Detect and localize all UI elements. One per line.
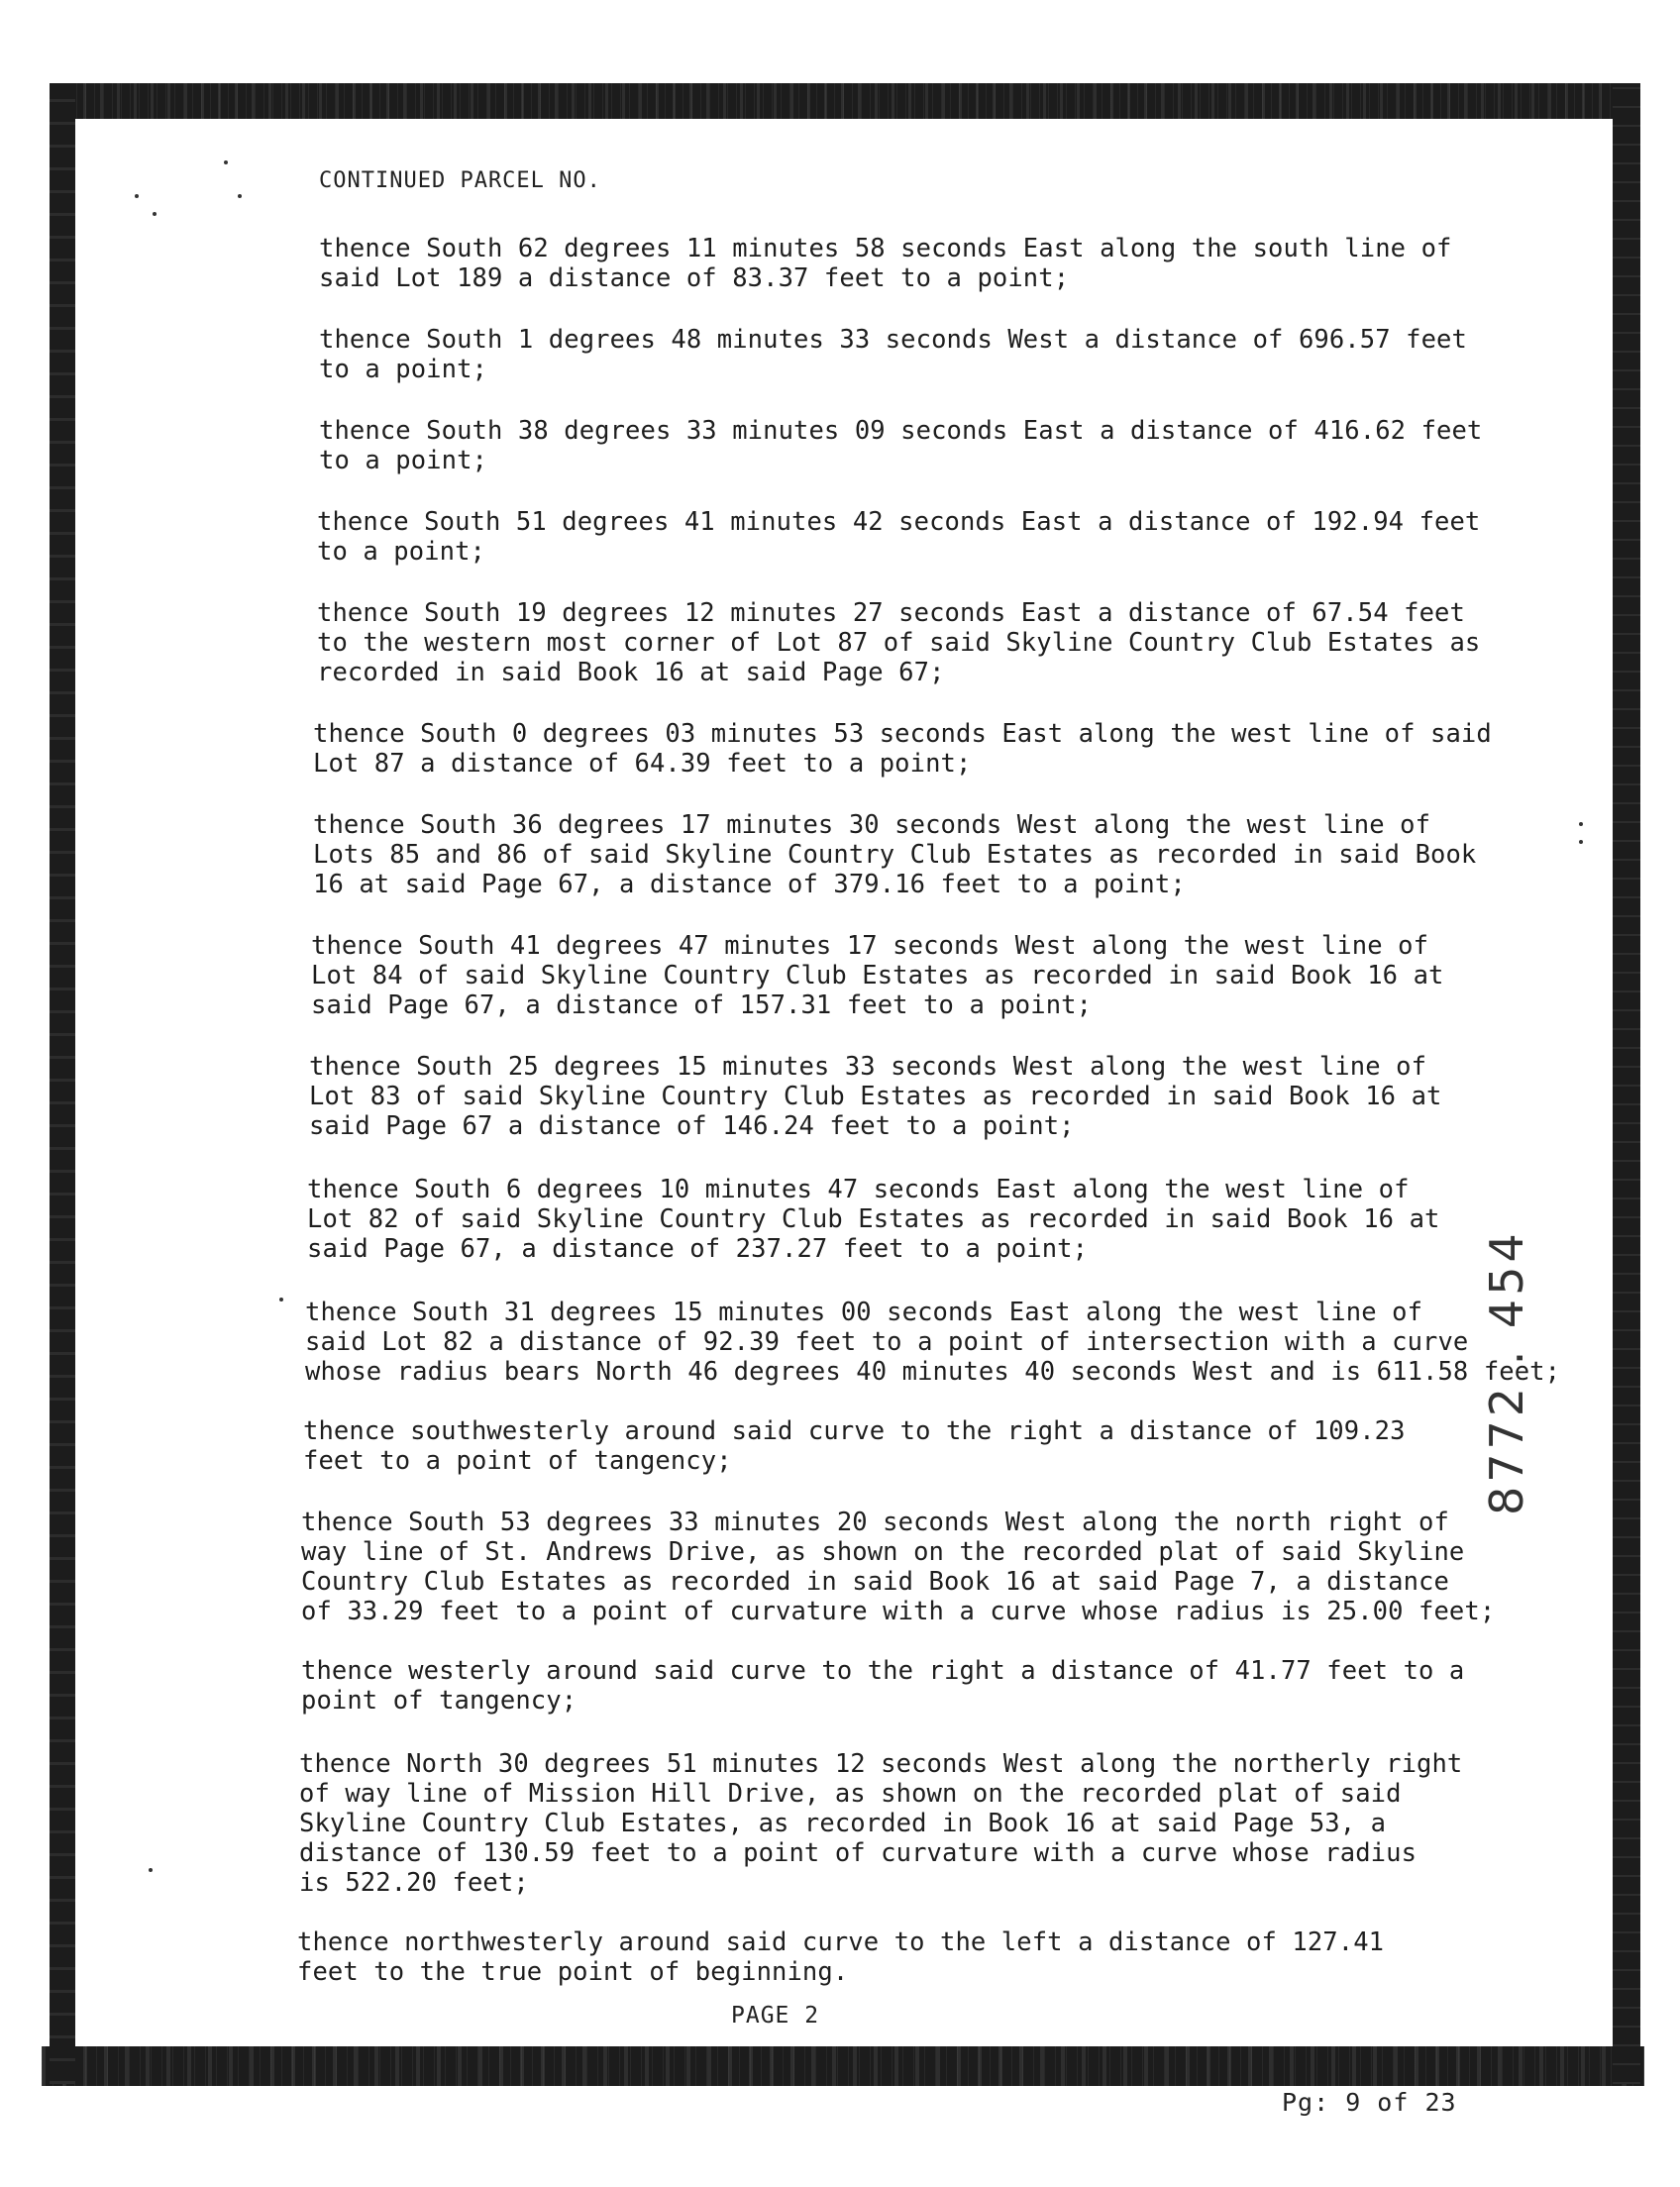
- scan-speck: [1579, 840, 1583, 844]
- legal-description-paragraph: thence South 53 degrees 33 minutes 20 seconds West along the north right of way line of St. Andrews Drive, as shown on the recorded plat of said Skyline Country Club Estates as recorded in said Book 16 at said Page 7, a distance of 33.29 feet to a point of curvature with a curve whose radius is 25.00 feet;: [301, 1508, 1496, 1626]
- legal-description-paragraph: thence South 38 degrees 33 minutes 09 seconds East a distance of 416.62 feet to a point;: [319, 416, 1483, 475]
- legal-description-paragraph: thence South 25 degrees 15 minutes 33 seconds West along the west line of Lot 83 of said Skyline Country Club Estates as recorded in said Book 16 at said Page 67 a distance of 146.24 feet to a point;: [309, 1052, 1442, 1141]
- scan-border-left: [50, 83, 75, 2084]
- legal-description-paragraph: thence South 51 degrees 41 minutes 42 seconds East a distance of 192.94 feet to a point;: [317, 507, 1481, 567]
- legal-description-paragraph: thence southwesterly around said curve to the right a distance of 109.23 feet to a point of tangency;: [303, 1416, 1406, 1476]
- scan-border-bottom: [42, 2046, 1644, 2086]
- legal-description-paragraph: thence North 30 degrees 51 minutes 12 seconds West along the northerly right of way line of Mission Hill Drive, as shown on the recorded plat of said Skyline Country Club Estates, as recorded in Book 16 at said Page 53, a distance of 130.59 feet to a point of curvature with a curve whose radius is 522.20 feet;: [299, 1749, 1463, 1898]
- page-number-label: PAGE 2: [731, 2003, 820, 2029]
- legal-description-paragraph: thence South 0 degrees 03 minutes 53 seconds East along the west line of said Lot 87 a distance of 64.39 feet to a point;: [313, 719, 1492, 779]
- legal-description-paragraph: thence South 31 degrees 15 minutes 00 seconds East along the west line of said Lot 82 a distance of 92.39 feet to a point of intersection with a curve whose radius bears North 46 degrees 40 minutes 40 seconds West and is 611.58 feet;: [305, 1298, 1561, 1387]
- legal-description-paragraph: thence westerly around said curve to the right a distance of 41.77 feet to a point of tangency;: [301, 1656, 1465, 1716]
- scan-border-top: [50, 83, 1640, 119]
- scan-border-right: [1613, 83, 1640, 2084]
- scan-speck: [1579, 822, 1583, 826]
- legal-description-paragraph: thence South 62 degrees 11 minutes 58 seconds East along the south line of said Lot 189 a distance of 83.37 feet to a point;: [319, 234, 1452, 293]
- legal-description-paragraph: thence South 6 degrees 10 minutes 47 seconds East along the west line of Lot 82 of said Skyline Country Club Estates as recorded in said Book 16 at said Page 67, a distance of 237.27 feet to a point;: [307, 1175, 1440, 1264]
- scan-speck: [153, 212, 157, 216]
- parcel-header: CONTINUED PARCEL NO.: [319, 168, 601, 193]
- recording-stamp: 8772 . 454: [1480, 1229, 1533, 1515]
- scan-speck: [135, 194, 139, 198]
- scan-speck: [149, 1868, 153, 1872]
- legal-description-paragraph: thence South 1 degrees 48 minutes 33 seconds West a distance of 696.57 feet to a point;: [319, 325, 1467, 384]
- legal-description-paragraph: thence South 41 degrees 47 minutes 17 seconds West along the west line of Lot 84 of said Skyline Country Club Estates as recorded in said Book 16 at said Page 67, a distance of 157.31 feet to a point;: [311, 931, 1444, 1020]
- scan-speck: [238, 194, 242, 198]
- legal-description-paragraph: thence northwesterly around said curve to the left a distance of 127.41 feet to the true point of beginning.: [297, 1927, 1385, 1987]
- scan-speck: [279, 1298, 283, 1302]
- legal-description-paragraph: thence South 36 degrees 17 minutes 30 seconds West along the west line of Lots 85 and 86 of said Skyline Country Club Estates as recorded in said Book 16 at said Page 67, a distance of 379.16 feet to a point;: [313, 810, 1477, 899]
- legal-description-paragraph: thence South 19 degrees 12 minutes 27 seconds East a distance of 67.54 feet to the western most corner of Lot 87 of said Skyline Country Club Estates as recorded in said Book 16 at said Page 67;: [317, 598, 1481, 687]
- scan-speck: [224, 160, 228, 164]
- page-count-footer: Pg: 9 of 23: [1278, 2088, 1461, 2117]
